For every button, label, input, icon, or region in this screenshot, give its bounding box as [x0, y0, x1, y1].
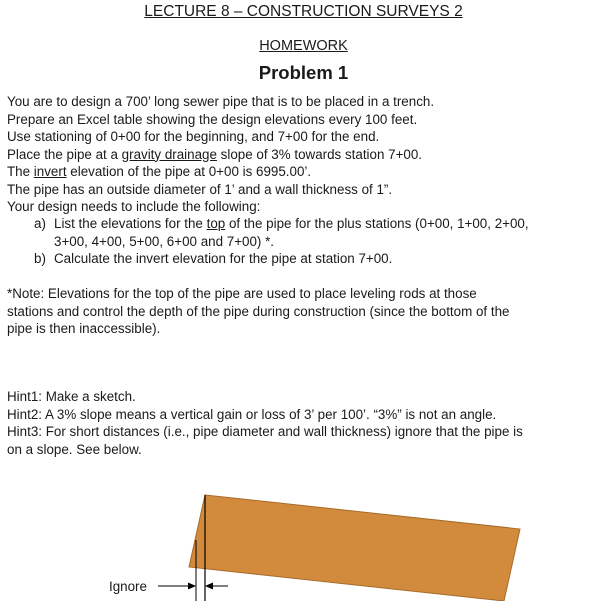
top-term: top: [206, 216, 226, 231]
lecture-title: LECTURE 8 – CONSTRUCTION SURVEYS 2: [144, 3, 463, 20]
hints-section: [7, 388, 523, 458]
homework-heading: HOMEWORK: [259, 38, 348, 54]
intro-text: The: [7, 164, 34, 179]
intro-paragraph: [7, 93, 434, 216]
hint-1: Hint1: Make a sketch.: [7, 389, 136, 404]
hint-2: Hint2: A 3% slope means a vertical gain or loss of 3’ per 100’. “3%” is not an angle.: [7, 406, 497, 422]
intro-line: Your design needs to include the following:: [7, 199, 261, 214]
note-paragraph: [7, 285, 509, 338]
intro-line: [7, 146, 434, 164]
list-item-a-text: [54, 215, 529, 233]
hint-3-cont: on a slope. See below.: [7, 441, 142, 457]
note-line: stations and control the depth of the pipe during construction (since the bottom of the: [7, 303, 510, 319]
ignore-arrowhead-left: [188, 583, 196, 590]
invert-term: invert: [33, 164, 67, 179]
intro-line: Prepare an Excel table showing the design elevations every 100 feet.: [7, 111, 418, 127]
list-item-a: [34, 215, 529, 250]
list-item-b: [34, 250, 392, 268]
list-marker-b: b): [34, 251, 46, 266]
hint-3: Hint3: For short distances (i.e., pipe diameter and wall thickness) ignore that the pipe is: [7, 424, 523, 439]
intro-line: [7, 163, 434, 181]
intro-text: slope of 3% towards station 7+00.: [216, 146, 423, 162]
ignore-arrowhead-right: [205, 583, 213, 590]
note-line: *Note: Elevations for the top of the pipe are used to place leveling rods at those: [7, 286, 477, 301]
gravity-drainage-term: gravity drainage: [121, 146, 217, 162]
intro-text: Place the pipe at a: [7, 146, 122, 162]
list-text: List the elevations for the: [54, 216, 207, 231]
list-marker-a: a): [34, 216, 46, 231]
intro-line: The pipe has an outside diameter of 1’ and a wall thickness of 1”.: [7, 181, 393, 197]
note-line: pipe is then inaccessible).: [7, 321, 161, 336]
pipe-slope-figure: [0, 480, 607, 601]
list-item-a-text-cont: 3+00, 4+00, 5+00, 6+00 and 7+00) *.: [54, 233, 275, 249]
intro-line: Use stationing of 0+00 for the beginning, and 7+00 for the end.: [7, 129, 380, 144]
intro-line: You are to design a 700’ long sewer pipe that is to be placed in a trench.: [7, 94, 435, 109]
ignore-label: Ignore: [109, 579, 147, 594]
list-item-b-text: Calculate the invert elevation for the pipe at station 7+00.: [54, 251, 393, 266]
intro-text: elevation of the pipe at 0+00 is 6995.00’.: [66, 164, 312, 179]
problem-title: Problem 1: [258, 62, 349, 83]
pipe-section: [189, 495, 520, 601]
list-text: of the pipe for the plus stations (0+00, 1+00, 2+00,: [225, 216, 529, 231]
